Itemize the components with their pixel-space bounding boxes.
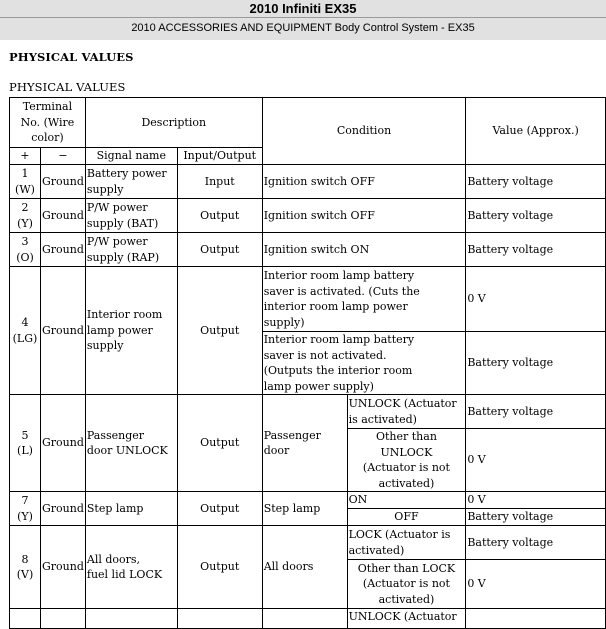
signal-name-cell: Passenger door UNLOCK <box>85 395 177 492</box>
table-caption: PHYSICAL VALUES <box>9 80 126 94</box>
value-cell <box>466 609 606 629</box>
ground-cell: Ground <box>40 492 85 526</box>
value-cell: 0 V <box>466 492 606 509</box>
table-row <box>10 233 606 267</box>
io-cell: Output <box>177 395 262 492</box>
terminal-cell: 5 (L) <box>10 395 41 492</box>
header-plus: + <box>10 148 41 165</box>
condition-main-cell: Passenger door <box>262 395 347 492</box>
header-signal-name: Signal name <box>85 148 177 165</box>
ground-cell <box>40 609 85 629</box>
header-value: Value (Approx.) <box>466 98 606 165</box>
signal-name-cell: Battery power supply <box>85 165 177 199</box>
sub-condition-cell: LOCK (Actuator is activated) <box>347 526 466 560</box>
signal-name-cell: Interior room lamp power supply <box>85 267 177 395</box>
condition-cell: Interior room lamp battery saver is activated. (Cuts the interior room lamp power supply) <box>262 267 466 332</box>
value-cell: Battery voltage <box>466 509 606 526</box>
sub-condition-cell: OFF <box>347 509 466 526</box>
table-row <box>10 609 606 629</box>
document-header <box>0 0 606 40</box>
header-condition: Condition <box>262 98 466 165</box>
condition-cell: Ignition switch ON <box>262 233 466 267</box>
value-cell: Battery voltage <box>466 395 606 429</box>
signal-name-cell: P/W power supply (BAT) <box>85 199 177 233</box>
io-cell: Input <box>177 165 262 199</box>
terminal-cell: 7 (Y) <box>10 492 41 526</box>
ground-cell: Ground <box>40 267 85 395</box>
value-cell: 0 V <box>466 267 606 332</box>
signal-name-cell: All doors, fuel lid LOCK <box>85 526 177 609</box>
terminal-cell <box>10 609 41 629</box>
condition-main-cell: Step lamp <box>262 492 347 526</box>
condition-main-cell <box>262 609 347 629</box>
document-title: 2010 Infiniti EX35 <box>249 1 357 16</box>
condition-cell: Ignition switch OFF <box>262 199 466 233</box>
sub-condition-cell: UNLOCK (Actuator <box>347 609 466 629</box>
io-cell: Output <box>177 267 262 395</box>
physical-values-table <box>9 97 606 629</box>
signal-name-cell <box>85 609 177 629</box>
io-cell <box>177 609 262 629</box>
value-cell: Battery voltage <box>466 165 606 199</box>
sub-condition-cell: UNLOCK (Actuator is activated) <box>347 395 466 429</box>
table-header-row <box>10 98 606 148</box>
terminal-cell: 4 (LG) <box>10 267 41 395</box>
value-cell: Battery voltage <box>466 332 606 395</box>
header-description: Description <box>85 98 262 148</box>
sub-condition-cell: ON <box>347 492 466 509</box>
ground-cell: Ground <box>40 165 85 199</box>
io-cell: Output <box>177 492 262 526</box>
terminal-cell: 3 (O) <box>10 233 41 267</box>
io-cell: Output <box>177 199 262 233</box>
ground-cell: Ground <box>40 395 85 492</box>
terminal-cell: 1 (W) <box>10 165 41 199</box>
sub-condition-cell: Other than LOCK (Actuator is not activated) <box>347 560 466 609</box>
table-row <box>10 526 606 560</box>
header-minus: − <box>40 148 85 165</box>
signal-name-cell: Step lamp <box>85 492 177 526</box>
io-cell: Output <box>177 526 262 609</box>
value-cell: 0 V <box>466 429 606 492</box>
ground-cell: Ground <box>40 526 85 609</box>
ground-cell: Ground <box>40 233 85 267</box>
condition-main-cell: All doors <box>262 526 347 609</box>
terminal-cell: 2 (Y) <box>10 199 41 233</box>
condition-cell: Interior room lamp battery saver is not activated. (Outputs the interior room lamp power supply) <box>262 332 466 395</box>
section-heading: PHYSICAL VALUES <box>9 50 134 64</box>
condition-cell: Ignition switch OFF <box>262 165 466 199</box>
value-cell: 0 V <box>466 560 606 609</box>
value-cell: Battery voltage <box>466 199 606 233</box>
table-row <box>10 267 606 332</box>
sub-condition-cell: Other than UNLOCK (Actuator is not activated) <box>347 429 466 492</box>
ground-cell: Ground <box>40 199 85 233</box>
table-row <box>10 395 606 429</box>
terminal-cell: 8 (V) <box>10 526 41 609</box>
table-row <box>10 199 606 233</box>
io-cell: Output <box>177 233 262 267</box>
value-cell: Battery voltage <box>466 526 606 560</box>
signal-name-cell: P/W power supply (RAP) <box>85 233 177 267</box>
document-subtitle: 2010 ACCESSORIES AND EQUIPMENT Body Control System - EX35 <box>131 22 475 34</box>
header-terminal: Terminal No. (Wire color) <box>10 98 86 148</box>
header-divider <box>0 17 606 18</box>
table-row <box>10 492 606 509</box>
table-row <box>10 165 606 199</box>
header-input-output: Input/Output <box>177 148 262 165</box>
value-cell: Battery voltage <box>466 233 606 267</box>
